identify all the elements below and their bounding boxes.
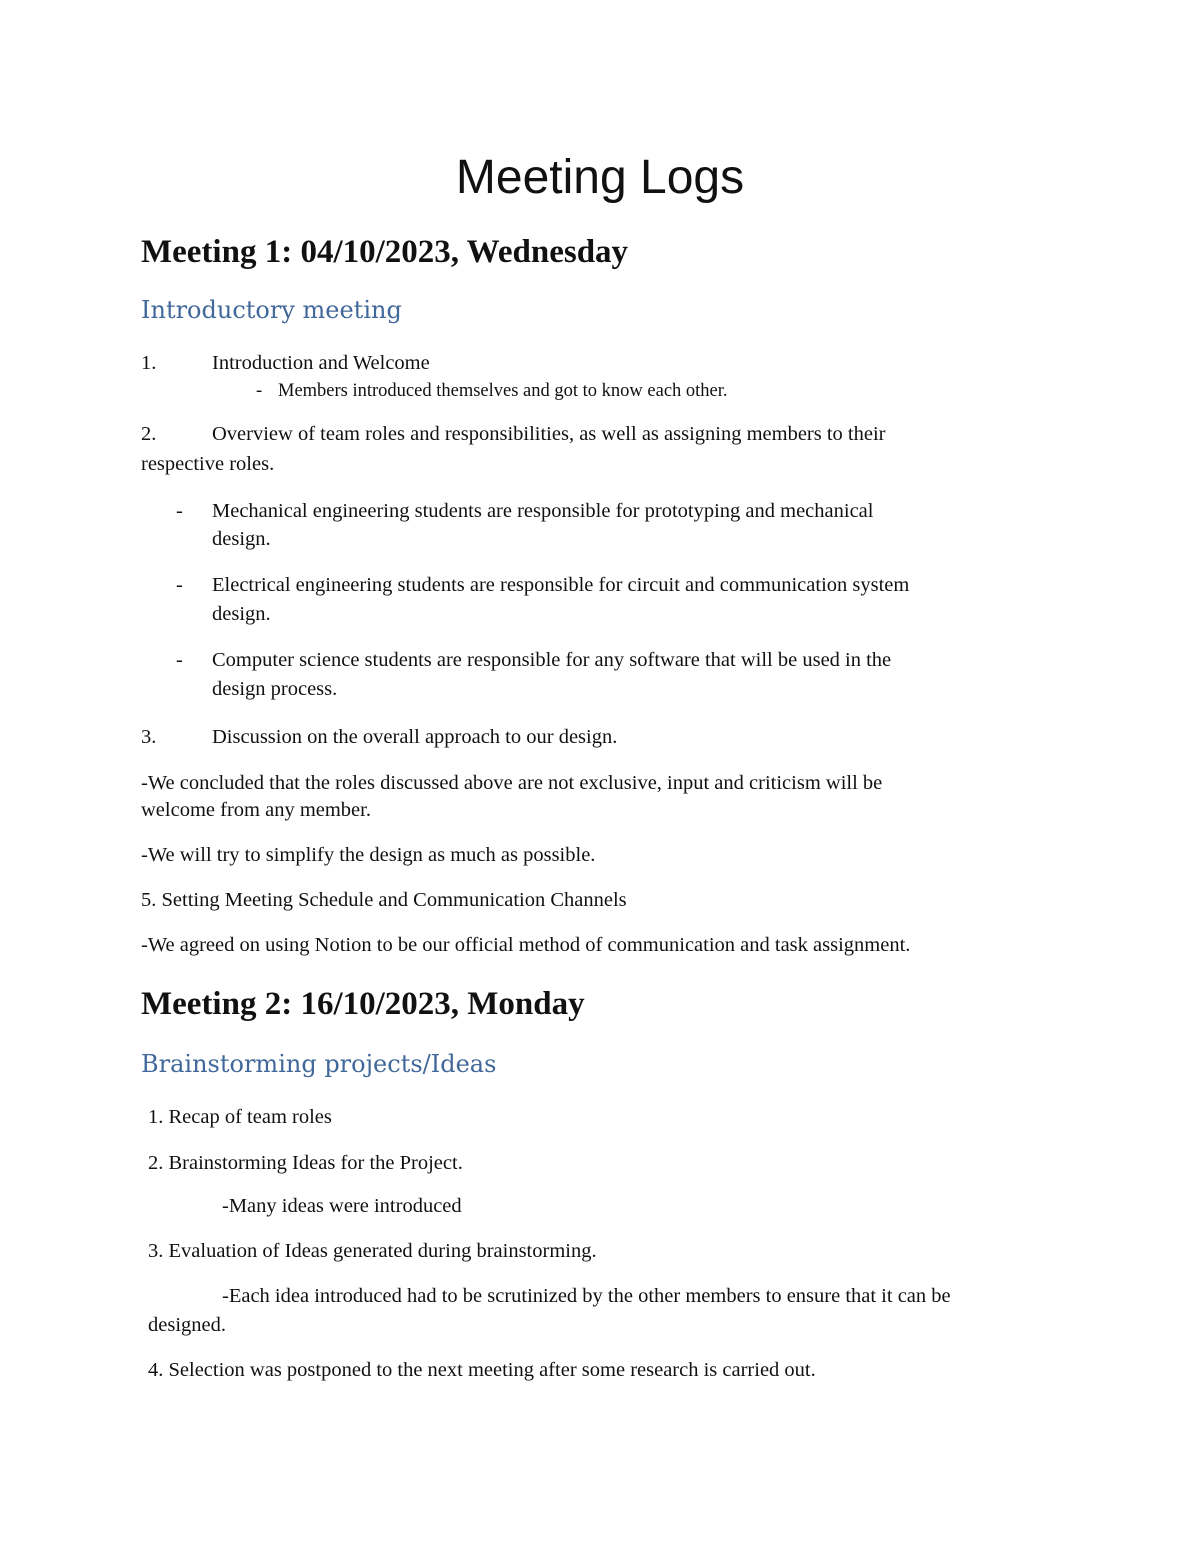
list-number: 3.	[141, 726, 157, 748]
role-item-text: Mechanical engineering students are responsible for prototyping and mechanical	[212, 500, 874, 522]
list-item-text: Overview of team roles and responsibilities, as well as assigning members to their	[212, 423, 886, 445]
role-item-text-continued: design.	[212, 603, 271, 625]
bullet-dash: -	[176, 574, 183, 596]
meeting-1-subheading: Introductory meeting	[141, 296, 402, 324]
list-item-text: Discussion on the overall approach to our design.	[212, 726, 618, 748]
meeting-2-subheading: Brainstorming projects/Ideas	[141, 1050, 497, 1078]
list-item-text: 5. Setting Meeting Schedule and Communication Channels	[141, 889, 627, 911]
note-text: -We agreed on using Notion to be our official method of communication and task assignment.	[141, 934, 911, 956]
bullet-dash: -	[176, 649, 183, 671]
list-item-text: 4. Selection was postponed to the next meeting after some research is carried out.	[148, 1359, 816, 1381]
note-text: -Each idea introduced had to be scrutinized by the other members to ensure that it can be	[222, 1285, 951, 1307]
bullet-dash: -	[256, 381, 263, 401]
list-item-text: Introduction and Welcome	[212, 352, 430, 374]
note-text-continued: welcome from any member.	[141, 799, 371, 821]
note-text: -We will try to simplify the design as much as possible.	[141, 844, 596, 866]
note-text: -Many ideas were introduced	[222, 1195, 462, 1217]
list-item-text: 2. Brainstorming Ideas for the Project.	[148, 1152, 463, 1174]
role-item-text-continued: design.	[212, 528, 271, 550]
sub-item-text: Members introduced themselves and got to know each other.	[278, 381, 728, 401]
list-number: 1.	[141, 352, 157, 374]
list-number: 2.	[141, 423, 157, 445]
meeting-1-heading: Meeting 1: 04/10/2023, Wednesday	[141, 234, 629, 270]
bullet-dash: -	[176, 500, 183, 522]
meeting-2-heading: Meeting 2: 16/10/2023, Monday	[141, 986, 585, 1022]
note-text: -We concluded that the roles discussed above are not exclusive, input and criticism will be	[141, 772, 883, 794]
list-item-text: 3. Evaluation of Ideas generated during brainstorming.	[148, 1240, 597, 1262]
role-item-text-continued: design process.	[212, 678, 338, 700]
list-item-text-continued: respective roles.	[141, 453, 275, 475]
role-item-text: Computer science students are responsible for any software that will be used in the	[212, 649, 892, 671]
list-item-text: 1. Recap of team roles	[148, 1106, 332, 1128]
note-text-continued: designed.	[148, 1314, 226, 1336]
role-item-text: Electrical engineering students are responsible for circuit and communication system	[212, 574, 910, 596]
page-title: Meeting Logs	[455, 151, 745, 204]
